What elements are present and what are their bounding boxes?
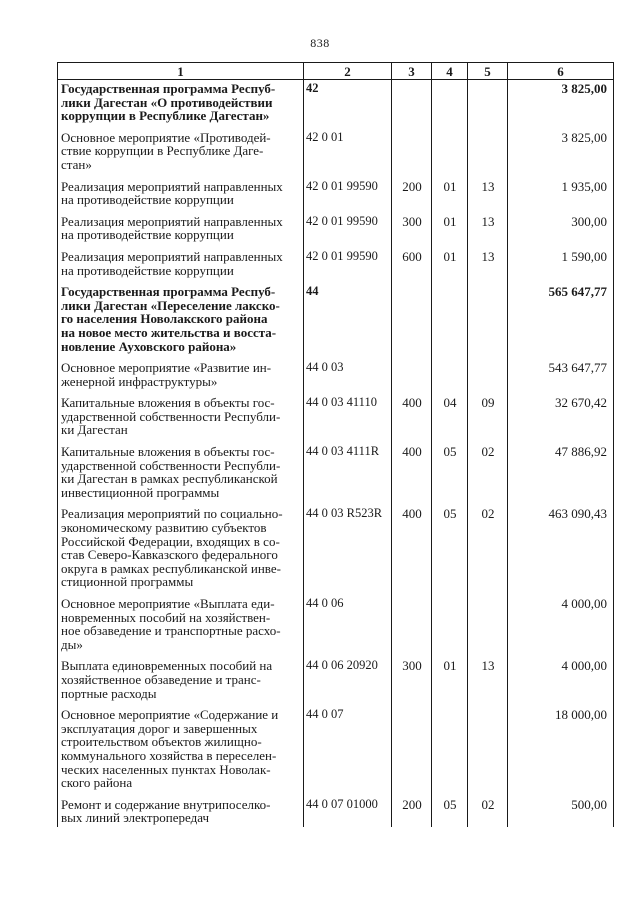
header-row [58,63,614,80]
cell-amount: 1 590,00 [508,248,614,277]
cell-name-line: эксплуатация дорог и завершенных [61,720,258,736]
cell-col-5 [468,283,508,353]
cell-code: 42 0 01 99590 [304,213,392,242]
cell-name-line: ствие коррупции в Республике Даге- [61,143,264,159]
cell-col-3: 200 [392,178,432,207]
cell-col-5: 02 [468,796,508,825]
cell-code: 42 0 01 99590 [304,178,392,207]
cell-name-line: ударственной собственности Республи- [61,457,281,473]
cell-name-line: Ремонт и содержание внутрипоселко- [61,796,271,812]
cell-amount: 1 935,00 [508,178,614,207]
cell-code: 44 0 07 01000 [304,796,392,825]
cell-name-line: Капитальные вложения в объекты гос- [61,444,275,460]
cell-name-line: го населения Новолакского района [61,311,268,327]
cell-name-line: ского района [61,775,133,791]
cell-name [58,129,304,172]
cell-code: 44 0 03 4111R [304,443,392,499]
cell-amount: 463 090,43 [508,505,614,589]
cell-name-line: экономическому развитию субъектов [61,520,267,536]
cell-name-line: коррупции в Республике Дагестан» [61,108,270,124]
header-col-3: 3 [392,63,432,80]
cell-col-5: 13 [468,657,508,700]
cell-amount: 543 647,77 [508,359,614,388]
cell-name-line: Реализация мероприятий по социально- [61,506,283,522]
cell-col-4: 01 [432,248,468,277]
table-row [58,178,614,207]
cell-amount: 3 825,00 [508,80,614,123]
cell-name-line: ударственной собственности Республи- [61,408,281,424]
cell-name-line: ное обзаведение и транспортные расхо- [61,623,281,639]
cell-code: 44 0 03 41110 [304,394,392,437]
cell-col-4: 04 [432,394,468,437]
table-row [58,796,614,825]
cell-col-5: 09 [468,394,508,437]
cell-col-5: 02 [468,505,508,589]
cell-name-line: ки Дагестан в рамках республиканской [61,471,278,487]
cell-col-4 [432,129,468,172]
spacer-cell [468,825,508,827]
cell-col-3: 400 [392,443,432,499]
cell-col-5 [468,359,508,388]
cell-code: 44 0 07 [304,706,392,790]
budget-table [57,62,614,827]
cell-name-line: Реализация мероприятий направленных [61,213,283,229]
cell-code: 44 [304,283,392,353]
cell-name-line: ки Дагестан [61,422,128,438]
cell-name-line: Государственная программа Респуб- [61,81,276,96]
table-row [58,359,614,388]
cell-name-line: Основное мероприятие «Противодей- [61,129,271,145]
row-spacer [58,825,614,827]
spacer-cell [508,825,614,827]
cell-col-4 [432,595,468,651]
table-row [58,80,614,123]
cell-col-3 [392,359,432,388]
table-row [58,283,614,353]
cell-col-4: 05 [432,796,468,825]
spacer-cell [304,825,392,827]
cell-code: 44 0 06 20920 [304,657,392,700]
cell-name-line: на противодействие коррупции [61,227,234,243]
table-row [58,505,614,589]
cell-name-line: вых линий электропередач [61,810,210,826]
cell-name-line: Реализация мероприятий направленных [61,248,283,264]
cell-name [58,178,304,207]
cell-name-line: женерной инфраструктуры» [61,373,218,389]
table-body [58,80,614,827]
cell-name [58,796,304,825]
cell-amount: 300,00 [508,213,614,242]
cell-col-4: 05 [432,505,468,589]
cell-col-4 [432,359,468,388]
cell-col-5 [468,80,508,123]
cell-amount: 18 000,00 [508,706,614,790]
table-row [58,706,614,790]
cell-name-line: ческих населенных пунктах Новолак- [61,761,271,777]
cell-name [58,213,304,242]
cell-name [58,248,304,277]
cell-code: 44 0 06 [304,595,392,651]
cell-name-line: стиционной программы [61,574,194,590]
header-col-4: 4 [432,63,468,80]
cell-name-line: хозяйственное обзаведение и транс- [61,671,261,687]
cell-name [58,80,304,123]
cell-col-3: 200 [392,796,432,825]
table-header [58,63,614,80]
cell-name [58,505,304,589]
cell-name-line: ды» [61,636,83,652]
cell-name-line: стан» [61,156,92,172]
cell-col-5: 13 [468,178,508,207]
cell-name-line: строительством объектов жилищно- [61,734,262,750]
cell-code: 44 0 03 R523R [304,505,392,589]
cell-name [58,443,304,499]
cell-name [58,359,304,388]
cell-code: 44 0 03 [304,359,392,388]
cell-name-line: округа в рамках республиканской инве- [61,560,281,576]
cell-col-5: 13 [468,213,508,242]
cell-code: 42 0 01 [304,129,392,172]
table-row [58,213,614,242]
header-col-2: 2 [304,63,392,80]
cell-col-3 [392,595,432,651]
header-col-1: 1 [58,63,304,80]
table-row [58,129,614,172]
cell-name-line: лики Дагестан «О противодействии [61,94,273,110]
spacer-cell [58,825,304,827]
cell-col-4: 05 [432,443,468,499]
cell-name [58,706,304,790]
cell-name-line: Выплата единовременных пособий на [61,658,273,674]
cell-col-5: 13 [468,248,508,277]
cell-name-line: новременных пособий на хозяйствен- [61,609,271,625]
cell-name-line: на противодействие коррупции [61,262,234,278]
cell-name [58,394,304,437]
cell-name-line: Государственная программа Респуб- [61,284,276,300]
cell-name-line: инвестиционной программы [61,484,220,500]
cell-col-4 [432,706,468,790]
cell-amount: 47 886,92 [508,443,614,499]
cell-amount: 500,00 [508,796,614,825]
cell-name-line: Основное мероприятие «Выплата еди- [61,596,275,611]
cell-col-5 [468,706,508,790]
cell-amount: 4 000,00 [508,595,614,651]
table-row [58,443,614,499]
cell-name-line: портные расходы [61,685,157,701]
cell-col-5 [468,595,508,651]
cell-amount: 32 670,42 [508,394,614,437]
cell-col-5: 02 [468,443,508,499]
cell-name-line: новление Ауховского района» [61,338,237,354]
cell-amount: 565 647,77 [508,283,614,353]
cell-name-line: Основное мероприятие «Содержание и [61,707,279,723]
cell-name-line: лики Дагестан «Переселение лакско- [61,297,280,313]
cell-name [58,595,304,651]
cell-name-line: Капитальные вложения в объекты гос- [61,395,275,411]
cell-col-3 [392,129,432,172]
cell-col-3: 400 [392,505,432,589]
cell-name-line: став Северо-Кавказского федерального [61,547,278,563]
table-row [58,248,614,277]
cell-col-3: 600 [392,248,432,277]
cell-name-line: Реализация мероприятий направленных [61,178,283,194]
cell-col-4: 01 [432,213,468,242]
cell-code: 42 0 01 99590 [304,248,392,277]
header-col-6: 6 [508,63,614,80]
cell-name-line: Российской Федерации, входящих в со- [61,533,280,549]
cell-col-5 [468,129,508,172]
cell-col-3: 400 [392,394,432,437]
cell-col-3 [392,283,432,353]
cell-amount: 4 000,00 [508,657,614,700]
cell-name [58,657,304,700]
spacer-cell [392,825,432,827]
table-row [58,595,614,651]
page-number: 838 [310,36,330,50]
cell-amount: 3 825,00 [508,129,614,172]
cell-code: 42 [304,80,392,123]
cell-col-3 [392,706,432,790]
table-row [58,394,614,437]
cell-col-4 [432,80,468,123]
cell-name-line: коммунального хозяйства в переселен- [61,747,277,763]
cell-name-line: на новое место жительства и восста- [61,324,277,340]
cell-col-3: 300 [392,213,432,242]
cell-col-4: 01 [432,178,468,207]
cell-name-line: на противодействие коррупции [61,192,234,208]
spacer-cell [432,825,468,827]
cell-col-3 [392,80,432,123]
table-row [58,657,614,700]
cell-col-3: 300 [392,657,432,700]
header-col-5: 5 [468,63,508,80]
cell-col-4 [432,283,468,353]
cell-name-line: Основное мероприятие «Развитие ин- [61,360,272,376]
cell-name [58,283,304,353]
cell-col-4: 01 [432,657,468,700]
